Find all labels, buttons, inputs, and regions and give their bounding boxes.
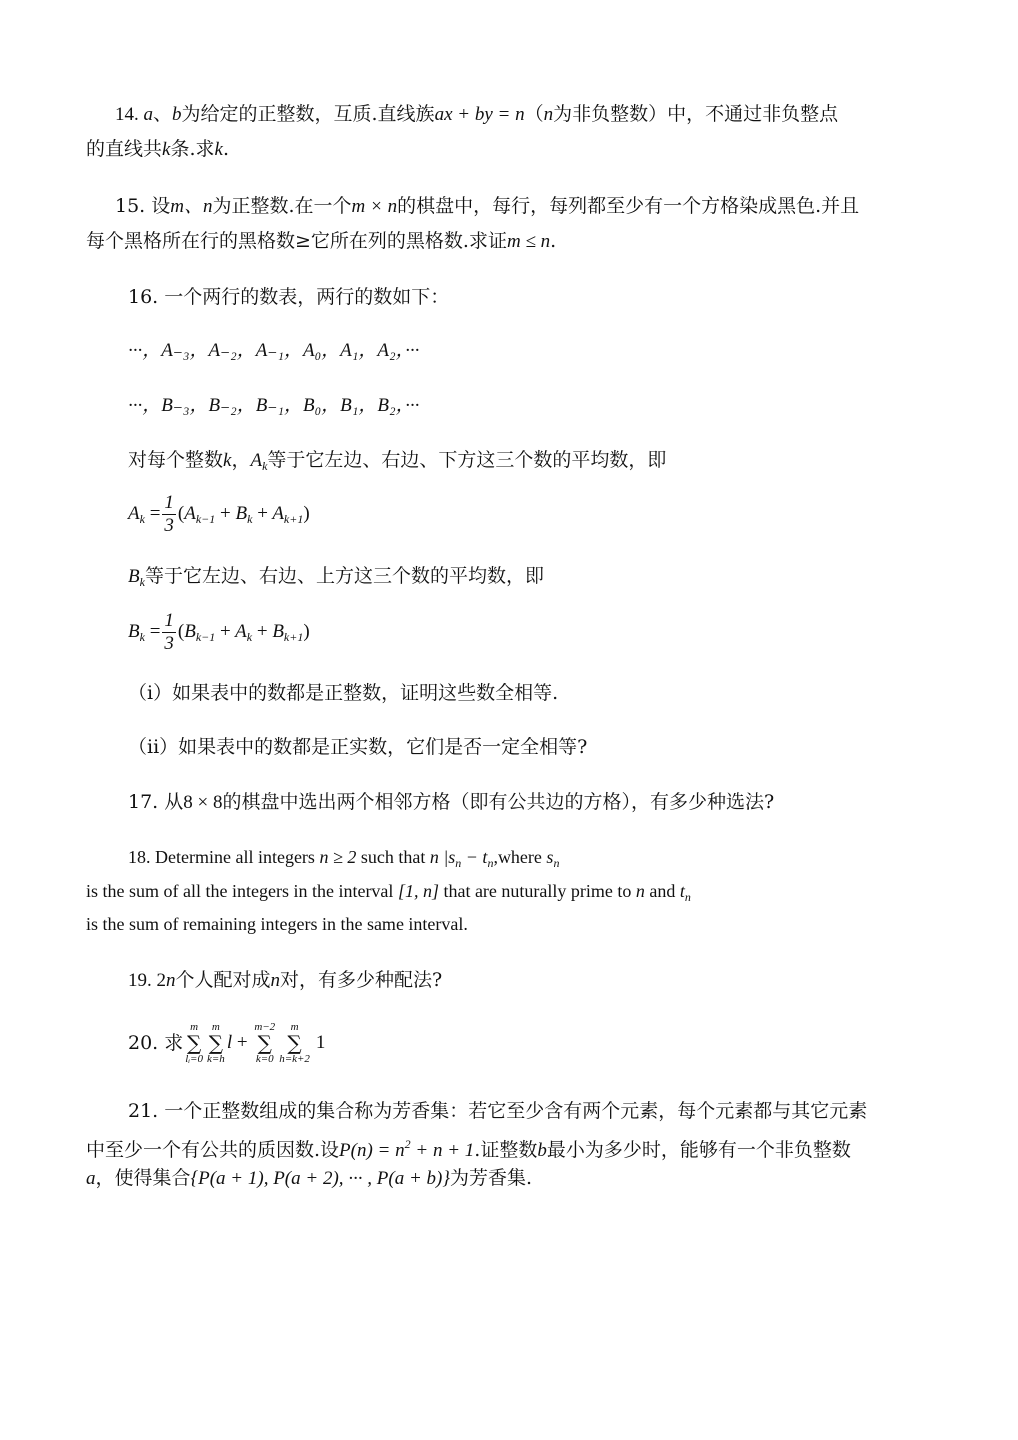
text: （ <box>524 103 544 125</box>
text: （i）如果表中的数都是正整数，证明这些数全相等. <box>128 682 559 704</box>
math-inequality: m ≤ n <box>506 231 551 252</box>
text: 17. 从 <box>128 791 184 813</box>
summation <box>279 1021 310 1065</box>
math-var: b <box>172 104 182 125</box>
text: is the sum of remaining integers in the same interval. <box>86 914 468 934</box>
sum-upper: m <box>190 1021 199 1033</box>
sequence-a: ···，A₋₃，A₋₂，A₋₁，A₀，A₁，A₂，··· <box>128 340 420 361</box>
math-expression: m × n <box>351 196 398 217</box>
problem-18-line-1 <box>128 844 559 876</box>
text: 个人配对成 <box>175 969 271 991</box>
text: 为芳香集. <box>449 1167 533 1189</box>
math-expression: n $|s_n - t_n$ <box>429 847 494 870</box>
operator: + <box>232 1032 253 1053</box>
sum-lower: h=k+2 <box>279 1053 310 1065</box>
math-var: b <box>537 1140 547 1161</box>
sum-lower: k=0 <box>255 1053 274 1065</box>
problem-14-line-2 <box>86 136 229 163</box>
text: 中至少一个有公共的质因数.设 <box>86 1139 340 1161</box>
math-var: $B_k$ <box>128 566 145 589</box>
problem-21-line-1 <box>128 1098 867 1124</box>
table-row-b <box>128 393 419 419</box>
text: 的棋盘中，每行，每列都至少有一个方格染成黑色.并且 <box>397 195 860 217</box>
denominator: 3 <box>164 515 174 536</box>
math-var: $A_k$ <box>250 450 268 473</box>
sum-lower: k=h <box>207 1053 225 1065</box>
sigma-symbol: ∑ <box>208 1031 224 1055</box>
text: 最小为多少时，能够有一个非负整数 <box>546 1139 851 1161</box>
question-ii <box>128 734 587 760</box>
text: . <box>550 230 557 252</box>
text: 18. Determine all integers <box>128 847 320 867</box>
math-var: k <box>223 450 232 471</box>
math-var: n <box>543 104 554 125</box>
text: 条.求 <box>170 138 215 160</box>
fraction <box>162 610 176 655</box>
problem-15-line-1 <box>115 193 859 220</box>
text: 每个黑格所在行的黑格数≥它所在列的黑格数.求证 <box>86 230 507 252</box>
math-set: {P(a + 1), P(a + 2), ··· , P(a + b)} <box>190 1168 450 1189</box>
problem-18-line-3 <box>86 911 468 937</box>
description-b <box>128 563 544 595</box>
problem-21-line-2 <box>86 1131 851 1164</box>
sum-upper: m−2 <box>254 1021 276 1033</box>
math-var: a <box>86 1168 96 1189</box>
math-var: m、n <box>170 196 213 217</box>
text: and <box>644 881 680 901</box>
text: − t <box>461 847 488 867</box>
math-var: k <box>214 139 223 160</box>
text: 的直线共 <box>86 138 163 160</box>
text: such that <box>356 847 430 867</box>
text: is the sum of all the integers in the interval <box>86 881 398 901</box>
text: + n + 1 <box>410 1140 475 1161</box>
description-a: 对每个整数k，$A_k$等于它左边、右边、下方这三个数的平均数，即 <box>128 449 667 473</box>
math-constant: 1 <box>315 1032 326 1053</box>
math-var: a <box>143 104 153 125</box>
denominator: 3 <box>164 633 174 654</box>
math-var: $t_n$ <box>679 881 691 904</box>
problem-20 <box>128 1018 325 1067</box>
math-expression: 8 × 8 <box>183 792 223 813</box>
text: . <box>222 138 229 160</box>
text: 为非负整数）中，不通过非负整点 <box>553 103 839 125</box>
problem-16-intro <box>128 284 449 310</box>
problem-19 <box>128 967 442 994</box>
math-var: n <box>635 881 645 901</box>
problem-number: 15. 设 <box>115 195 171 217</box>
text: t <box>679 881 685 901</box>
formula-b: $B_k$ = $\frac{1}{3}$ $(B_{k-1} + A_k + B_{k+1})$ <box>128 610 310 654</box>
math-inequality: n ≥ 2 <box>319 847 357 867</box>
problem-14-line-1 <box>115 101 838 128</box>
text: （ii）如果表中的数都是正实数，它们是否一定全相等? <box>128 736 588 758</box>
text: s <box>546 847 554 867</box>
text: 对，有多少种配法? <box>280 969 443 991</box>
text: 20. 求 <box>128 1032 184 1054</box>
text: 等于它左边、右边、上方这三个数的平均数，即 <box>144 565 544 587</box>
numerator: 1 <box>164 610 174 631</box>
table-row-a <box>128 338 419 364</box>
formula-a: $A_k$ = $\frac{1}{3}$ $(A_{k-1} + B_k + A_{k+1})$ <box>128 492 310 536</box>
text: that are nuturally prime to <box>438 881 636 901</box>
problem-15-line-2 <box>86 228 556 255</box>
problem-number: 14. <box>115 104 144 125</box>
summation <box>207 1021 225 1065</box>
exponent: 2 <box>404 1137 411 1151</box>
text: ，使得集合 <box>95 1167 191 1189</box>
math-var: $s_n$ <box>546 847 560 870</box>
text: 对每个整数 <box>128 449 224 471</box>
sigma-symbol: ∑ <box>287 1031 302 1055</box>
text: 、 <box>153 103 173 125</box>
math-expression <box>339 1137 475 1161</box>
numerator: 1 <box>164 492 174 513</box>
problem-21-line-3 <box>86 1165 532 1192</box>
summation <box>254 1021 275 1065</box>
problem-17 <box>128 789 774 816</box>
text: 21. 一个正整数组成的集合称为芳香集：若它至少含有两个元素，每个元素都与其它元素 <box>128 1100 868 1122</box>
math-var: n <box>270 970 281 991</box>
text: 为给定的正整数，互质.直线族 <box>181 103 435 125</box>
text: n |s <box>429 847 456 867</box>
text: 的棋盘中选出两个相邻方格（即有公共边的方格），有多少种选法? <box>222 791 775 813</box>
text: 16. 一个两行的数表，两行的数如下： <box>128 286 450 308</box>
sequence-b: ···，B₋₃，B₋₂，B₋₁，B₀，B₁，B₂，··· <box>128 395 420 416</box>
text: 19. 2 <box>128 970 166 991</box>
text: 等于它左边、右边、下方这三个数的平均数，即 <box>267 449 667 471</box>
sum-upper: m <box>290 1021 299 1033</box>
math-equation: ax + by = n <box>434 104 525 125</box>
sigma-symbol: ∑ <box>257 1031 272 1055</box>
fraction <box>162 492 176 537</box>
problem-18-line-2 <box>86 878 691 910</box>
sigma-symbol: ∑ <box>186 1031 202 1055</box>
text: P(n) = n <box>339 1140 405 1161</box>
sum-upper: m <box>211 1021 220 1033</box>
math-var: l <box>226 1032 233 1053</box>
text: 为正整数.在一个 <box>212 195 352 217</box>
text: ,where <box>493 847 547 867</box>
math-var: k <box>162 139 171 160</box>
question-i <box>128 680 558 706</box>
text: .证整数 <box>474 1139 538 1161</box>
math-var: n <box>166 970 176 991</box>
sum-lower: lᵢ=0 <box>185 1053 203 1065</box>
summation <box>185 1021 203 1065</box>
math-interval: [1, n] <box>397 881 439 901</box>
